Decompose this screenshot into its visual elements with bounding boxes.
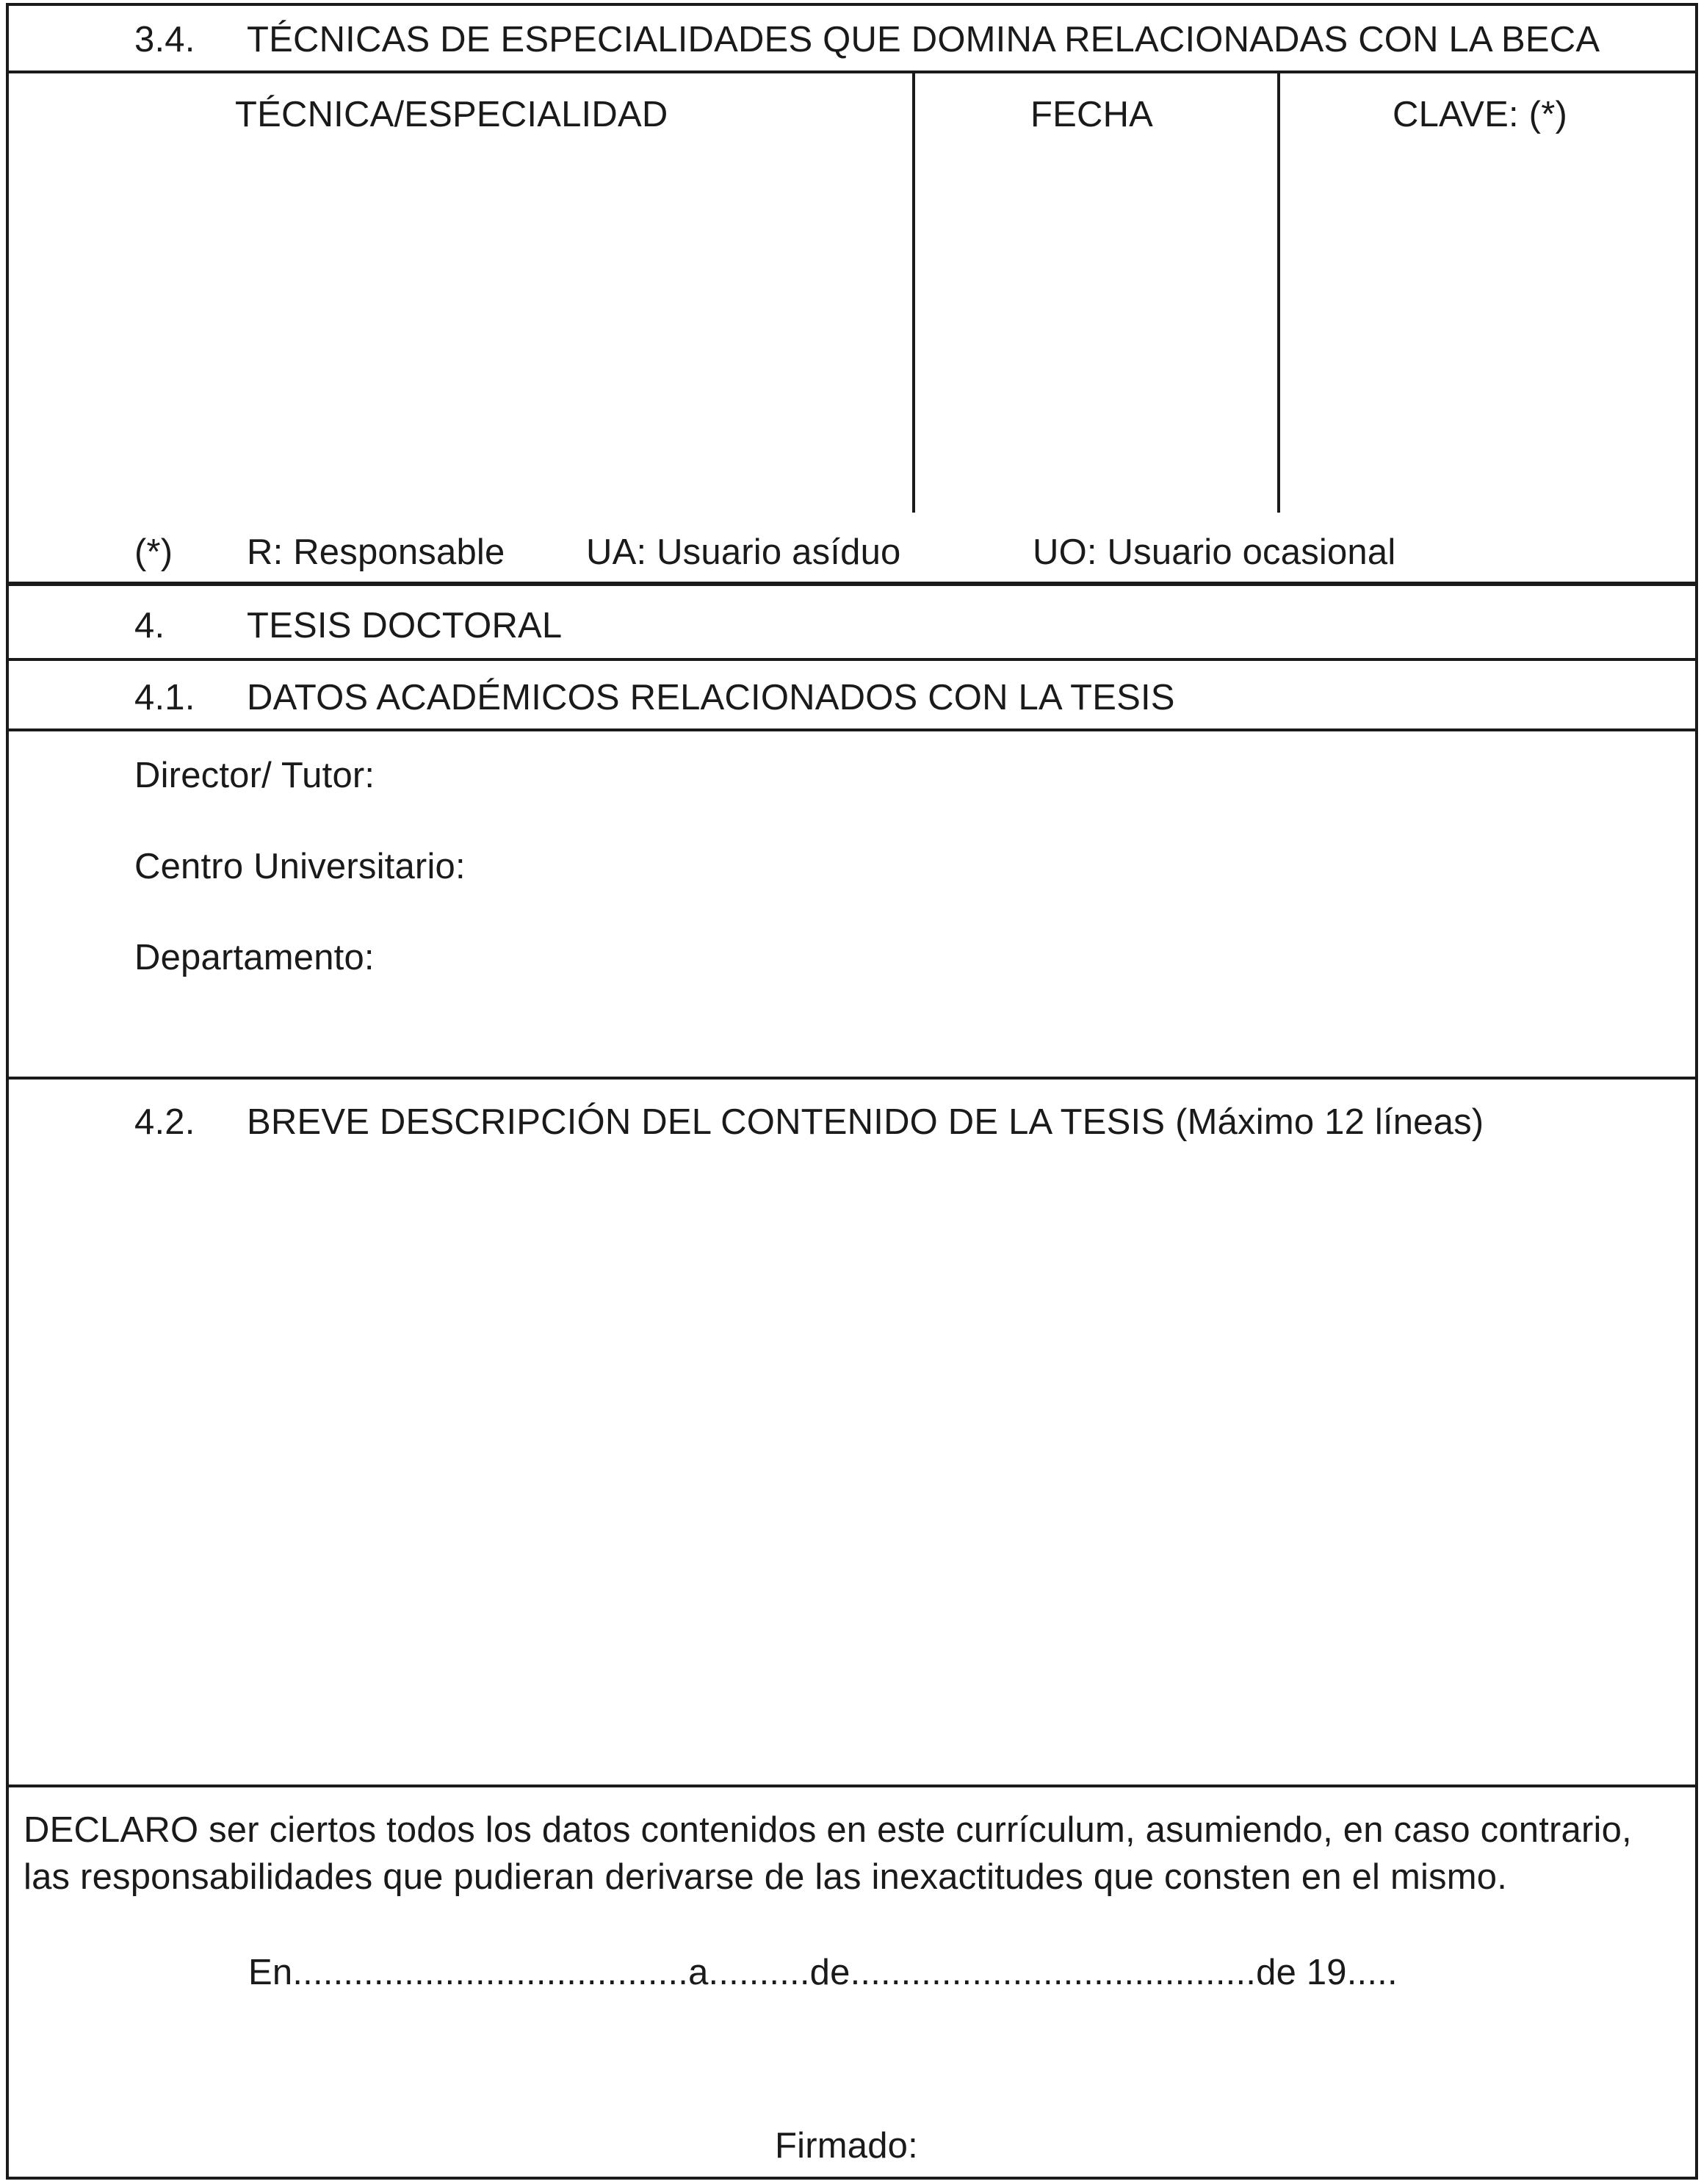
column-header-clave: CLAVE: (*): [1393, 95, 1567, 134]
section-3-4-title: TÉCNICAS DE ESPECIALIDADES QUE DOMINA RELACIONADAS CON LA BECA: [247, 20, 1600, 59]
legend-marker: (*): [134, 532, 173, 572]
form-right-border: [1695, 3, 1698, 2180]
section-4-2-number: 4.2.: [134, 1102, 195, 1142]
form-top-border: [6, 3, 1698, 6]
section-4-1-title: DATOS ACADÉMICOS RELACIONADOS CON LA TESIS: [247, 678, 1175, 717]
section-4-divider: [6, 658, 1698, 661]
table-column-divider-2: [1277, 73, 1280, 513]
curriculum-form-page: [6, 3, 1698, 2180]
section-4-1-number: 4.1.: [134, 678, 195, 717]
centro-universitario-label: Centro Universitario:: [134, 847, 466, 886]
section-3-4-number: 3.4.: [134, 20, 195, 59]
director-tutor-label: Director/ Tutor:: [134, 756, 375, 795]
legend-usuario-ocasional: UO: Usuario ocasional: [1033, 532, 1396, 572]
section-4-1-bottom-divider: [6, 1077, 1698, 1080]
departamento-label: Departamento:: [134, 938, 375, 977]
section-4-1-header-divider: [6, 728, 1698, 731]
declaration-line-2: las responsabilidades que pudieran derivarse de las inexactitudes que consten en el mismo.: [24, 1857, 1508, 1897]
legend-usuario-asiduo: UA: Usuario asíduo: [586, 532, 901, 572]
table-column-divider-1: [912, 73, 915, 513]
place-date-line: En.......................................a..........de........................................de 19.....: [248, 1953, 1398, 1992]
column-header-tecnica: TÉCNICA/ESPECIALIDAD: [235, 95, 668, 134]
column-header-fecha: FECHA: [1030, 95, 1154, 134]
section-4-2-bottom-divider: [6, 1785, 1698, 1787]
form-left-border: [6, 3, 9, 2180]
section-4-2-title: [247, 1100, 1484, 1144]
section-4-title: TESIS DOCTORAL: [247, 606, 563, 646]
signature-label: Firmado:: [775, 2126, 918, 2166]
section-4-number: 4.: [134, 606, 165, 646]
section-4-2-note: (Máximo 12 líneas): [1175, 1102, 1484, 1142]
section-3-4-header-divider: [6, 70, 1698, 73]
section-3-4-bottom-divider: [6, 582, 1698, 586]
section-4-2-title-text: BREVE DESCRIPCIÓN DEL CONTENIDO DE LA TESIS: [247, 1102, 1166, 1142]
declaration-line-1: DECLARO ser ciertos todos los datos contenidos en este currículum, asumiendo, en caso contrario,: [24, 1810, 1632, 1850]
legend-responsable: R: Responsable: [247, 532, 505, 572]
form-bottom-border: [6, 2177, 1698, 2180]
